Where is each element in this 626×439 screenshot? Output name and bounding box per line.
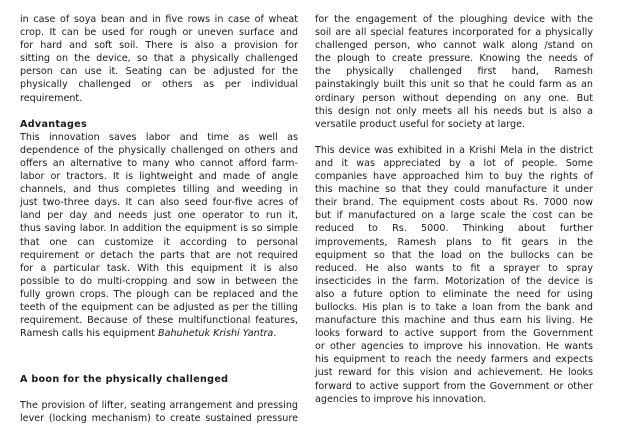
- text-fragment: Ramesh calls his equipment: [20, 328, 159, 340]
- text-line: equipment so that the load on the bullocks can be: [315, 249, 593, 261]
- text-line: the physically challenged first hand, Ramesh: [315, 66, 593, 78]
- text-line: just two-three days. It can also seed four-five acres of: [20, 197, 298, 209]
- text-fragment: .: [273, 328, 277, 340]
- text-line: agencies to improve his innovation.: [315, 393, 487, 405]
- text-line: teeth of the equipment can be adjusted as per the tilling: [20, 301, 298, 313]
- text-line: companies have approached him to buy the rights of: [315, 171, 593, 183]
- text-line: in case of soya bean and in five rows in case of wheat: [20, 14, 298, 25]
- text-line: and it was appreciated by a lot of people. Some: [315, 157, 593, 169]
- text-line: improvements, Ramesh plans to fit gears in the: [315, 236, 593, 248]
- text-line: offers an alternative to many who cannot afford farm-: [20, 157, 298, 169]
- exhibition-paragraph: [315, 144, 593, 406]
- text-line: but if manufactured on a large scale the cost can be: [315, 210, 593, 222]
- text-line: for a particular task. With this equipment it is also: [20, 262, 298, 274]
- advantages-paragraph: [20, 131, 298, 341]
- text-line: their brand. The equipment costs about Rs. 7000 now: [315, 197, 593, 209]
- engagement-paragraph: [315, 0, 593, 131]
- text-line: [20, 327, 298, 340]
- text-line: crop. It can be used for rough or uneven surface and: [20, 27, 298, 39]
- text-line: labor or tractors. It is lightweight and made of angle: [20, 171, 298, 183]
- advantages-heading: Advantages: [20, 118, 87, 130]
- text-line: for hard and soft soil. There is also a provision for: [20, 40, 298, 52]
- text-line: possible to do multi-cropping and sow in between the: [20, 275, 298, 287]
- text-line: reduced. He also wants to fit a sprayer to spray: [315, 262, 593, 274]
- boon-paragraph: [20, 399, 298, 425]
- left-column: [20, 0, 298, 426]
- equipment-name: Bahuhetuk Krishi Yantra: [158, 328, 274, 340]
- text-line: This innovation saves labor and time as well as: [20, 131, 298, 143]
- text-line: requirement.: [20, 92, 83, 104]
- text-line: land per day and needs just one operator to run it,: [20, 210, 298, 222]
- text-line: thus saving labor. In addition the equipment is so simple: [20, 223, 298, 235]
- text-line: that one can customize it according to personal: [20, 236, 298, 248]
- text-line: The provision of lifter, seating arrangement and pressing: [20, 400, 298, 412]
- text-line: This device was exhibited in a Krishi Mela in the district: [315, 144, 593, 156]
- text-line: forward to active support from the Government or other: [315, 380, 593, 392]
- text-line: ordinary person without depending on any one. But: [315, 92, 593, 104]
- text-line: soil are all special features incorporated for a physically: [315, 27, 593, 39]
- text-line: or other agencies to improve his innovation. He wants: [315, 341, 593, 353]
- text-line: this design not only meets all his needs but is also a: [315, 105, 593, 117]
- text-line: also a future option to eliminate the need for using: [315, 288, 593, 300]
- text-line: just reward for this vision and achievement. He looks: [315, 367, 593, 379]
- text-line: looks forward to active support from the Government: [315, 328, 593, 340]
- text-line: lever (locking mechanism) to create sustained pressure: [20, 413, 298, 425]
- text-line: this machine so that they could manufacture it under: [315, 184, 593, 196]
- text-line: his equipment to reach the needy farmers and expects: [315, 354, 593, 366]
- intro-paragraph: [20, 0, 298, 105]
- right-column: [315, 0, 593, 406]
- text-line: requirement or detach the parts that are not required: [20, 249, 298, 261]
- text-line: person can use it. Seating can be adjusted for the: [20, 66, 298, 78]
- text-line: painstakingly built this unit so that he could farm as an: [315, 79, 593, 91]
- text-line: manufacture this machine and thus earn his living. He: [315, 315, 593, 327]
- boon-heading: A boon for the physically challenged: [20, 374, 229, 386]
- text-line: for the engagement of the ploughing device with the: [315, 14, 593, 25]
- text-line: requirement. Because of these multifunctional features,: [20, 315, 298, 327]
- text-line: dependence of the physically challenged on others and: [20, 144, 298, 156]
- text-line: fully grown crops. The plough can be replaced and the: [20, 288, 298, 300]
- text-line: channels, and thus completes tilling and weeding in: [20, 184, 298, 196]
- text-line: the plough to create pressure. Knowing the needs of: [315, 53, 593, 65]
- text-line: bullocks. His plan is to take a loan from the bank and: [315, 301, 593, 313]
- text-line: sitting on the device, so that a physically challenged: [20, 53, 298, 65]
- text-line: physically challenged or others as per individual: [20, 79, 298, 91]
- text-line: challenged person, who cannot walk along /stand on: [315, 40, 593, 52]
- text-line: reduced to Rs. 5000. Thinking about further: [315, 223, 593, 235]
- text-line: insecticides in the farm. Motorization of the device is: [315, 275, 593, 287]
- text-line: versatile product useful for society at large.: [315, 118, 526, 130]
